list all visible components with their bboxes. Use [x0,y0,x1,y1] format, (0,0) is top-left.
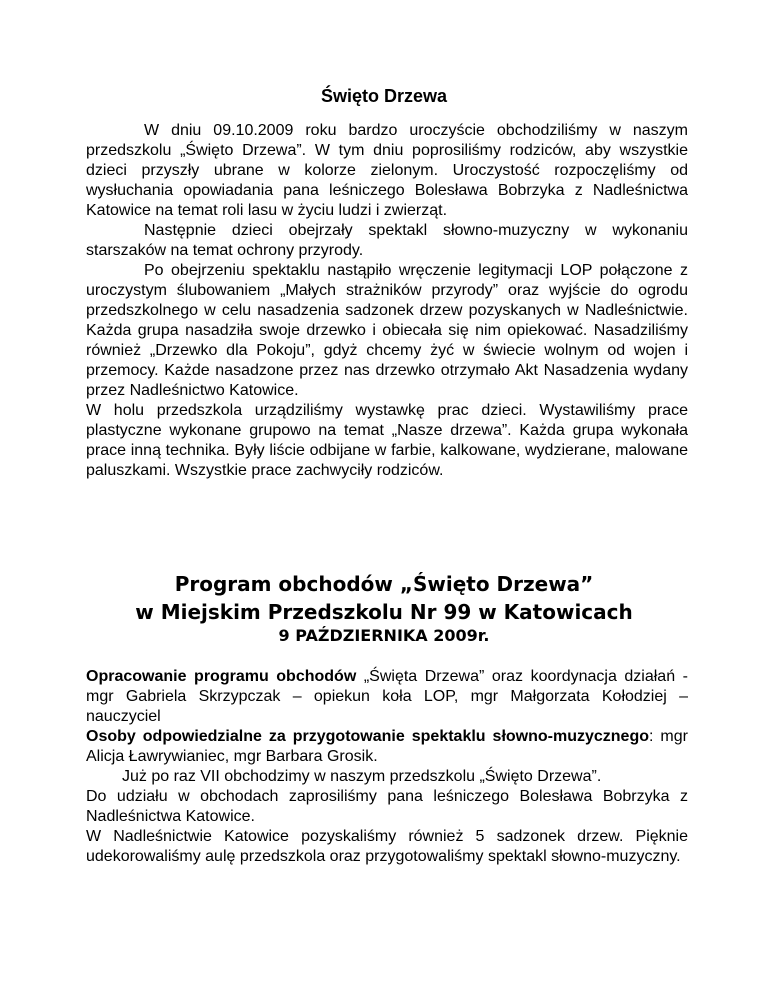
program-paragraph-2-text: : mgr Alicja Ławrywianiec, mgr Barbara Grosik. [86,728,688,765]
program-paragraph-2 [86,727,688,767]
program-paragraph-1-text: „Święta Drzewa” oraz koordynacja działań - mgr Gabriela Skrzypczak – opiekun koła LOP, mgr Małgorzata Kołodziej – nauczyciel [86,668,688,725]
program-heading-line-1: Program obchodów „Święto Drzewa” [174,572,594,596]
report-section [86,121,688,481]
report-paragraph-1: W dniu 09.10.2009 roku bardzo uroczyście obchodziliśmy w naszym przedszkolu „Święto Drzewa”. W tym dniu poprosiliśmy rodziców, aby wszystkie dzieci przyszły ubrane w kolorze zielonym. Uroczystość rozpoczęliśmy od wysłuchania opowiadania pana leśniczego Bolesława Bobrzyka z Nadleśnictwa Katowice na temat roli lasu w życiu ludzi i zwierząt. [86,122,688,219]
program-paragraph-5: W Nadleśnictwie Katowice pozyskaliśmy również 5 sadzonek drzew. Pięknie udekorowaliśmy aulę przedszkola oraz przygotowaliśmy spektakl słowno-muzyczny. [86,828,688,865]
report-paragraph-3: Po obejrzeniu spektaklu nastąpiło wręczenie legitymacji LOP połączone z uroczystym ślubowaniem „Małych strażników przyrody” oraz wyjście do ogrodu przedszkolnego w celu nasadzenia sadzonek drzew pozyskanych w Nadleśnictwie. Każda grupa nasadziła swoje drzewko i obiecała się nim opiekować. Nasadziliśmy również „Drzewko dla Pokoju”, gdyż chcemy żyć w świecie wolnym od wojen i przemocy. Każde nasadzone przez nas drzewko otrzymało Akt Nasadzenia wydany przez Nadleśnictwo Katowice. [86,262,688,399]
program-paragraph-4: Do udziału w obchodach zaprosiliśmy pana leśniczego Bolesława Bobrzyka z Nadleśnictwa Katowice. [86,788,688,825]
program-date: 9 PAŹDZIERNIKA 2009r. [278,626,490,645]
page-title: Święto Drzewa [320,86,448,106]
report-paragraph-4: W holu przedszkola urządziliśmy wystawkę prac dzieci. Wystawiliśmy prace plastyczne wykonane grupowo na temat „Nasze drzewa”. Każda grupa wykonała prace inną technika. Były liście odbijane w farbie, kalkowane, wydzierane, malowane paluszkami. Wszystkie prace zachwyciły rodziców. [86,402,688,479]
program-paragraph-3 [86,767,688,787]
program-section [86,667,688,867]
program-paragraph-2-label: Osoby odpowiedzialne za przygotowanie spektaklu słowno-muzycznego [86,728,649,745]
program-heading-line-2: w Miejskim Przedszkolu Nr 99 w Katowicach [135,600,633,624]
program-paragraph-1-label: Opracowanie programu obchodów [86,668,357,685]
program-paragraph-1 [86,667,688,727]
program-paragraph-3-text: Już po raz VII obchodzimy w naszym przedszkolu „Święto Drzewa”. [122,768,602,785]
report-paragraph-2: Następnie dzieci obejrzały spektakl słowno-muzyczny w wykonaniu starszaków na temat ochrony przyrody. [86,222,688,259]
